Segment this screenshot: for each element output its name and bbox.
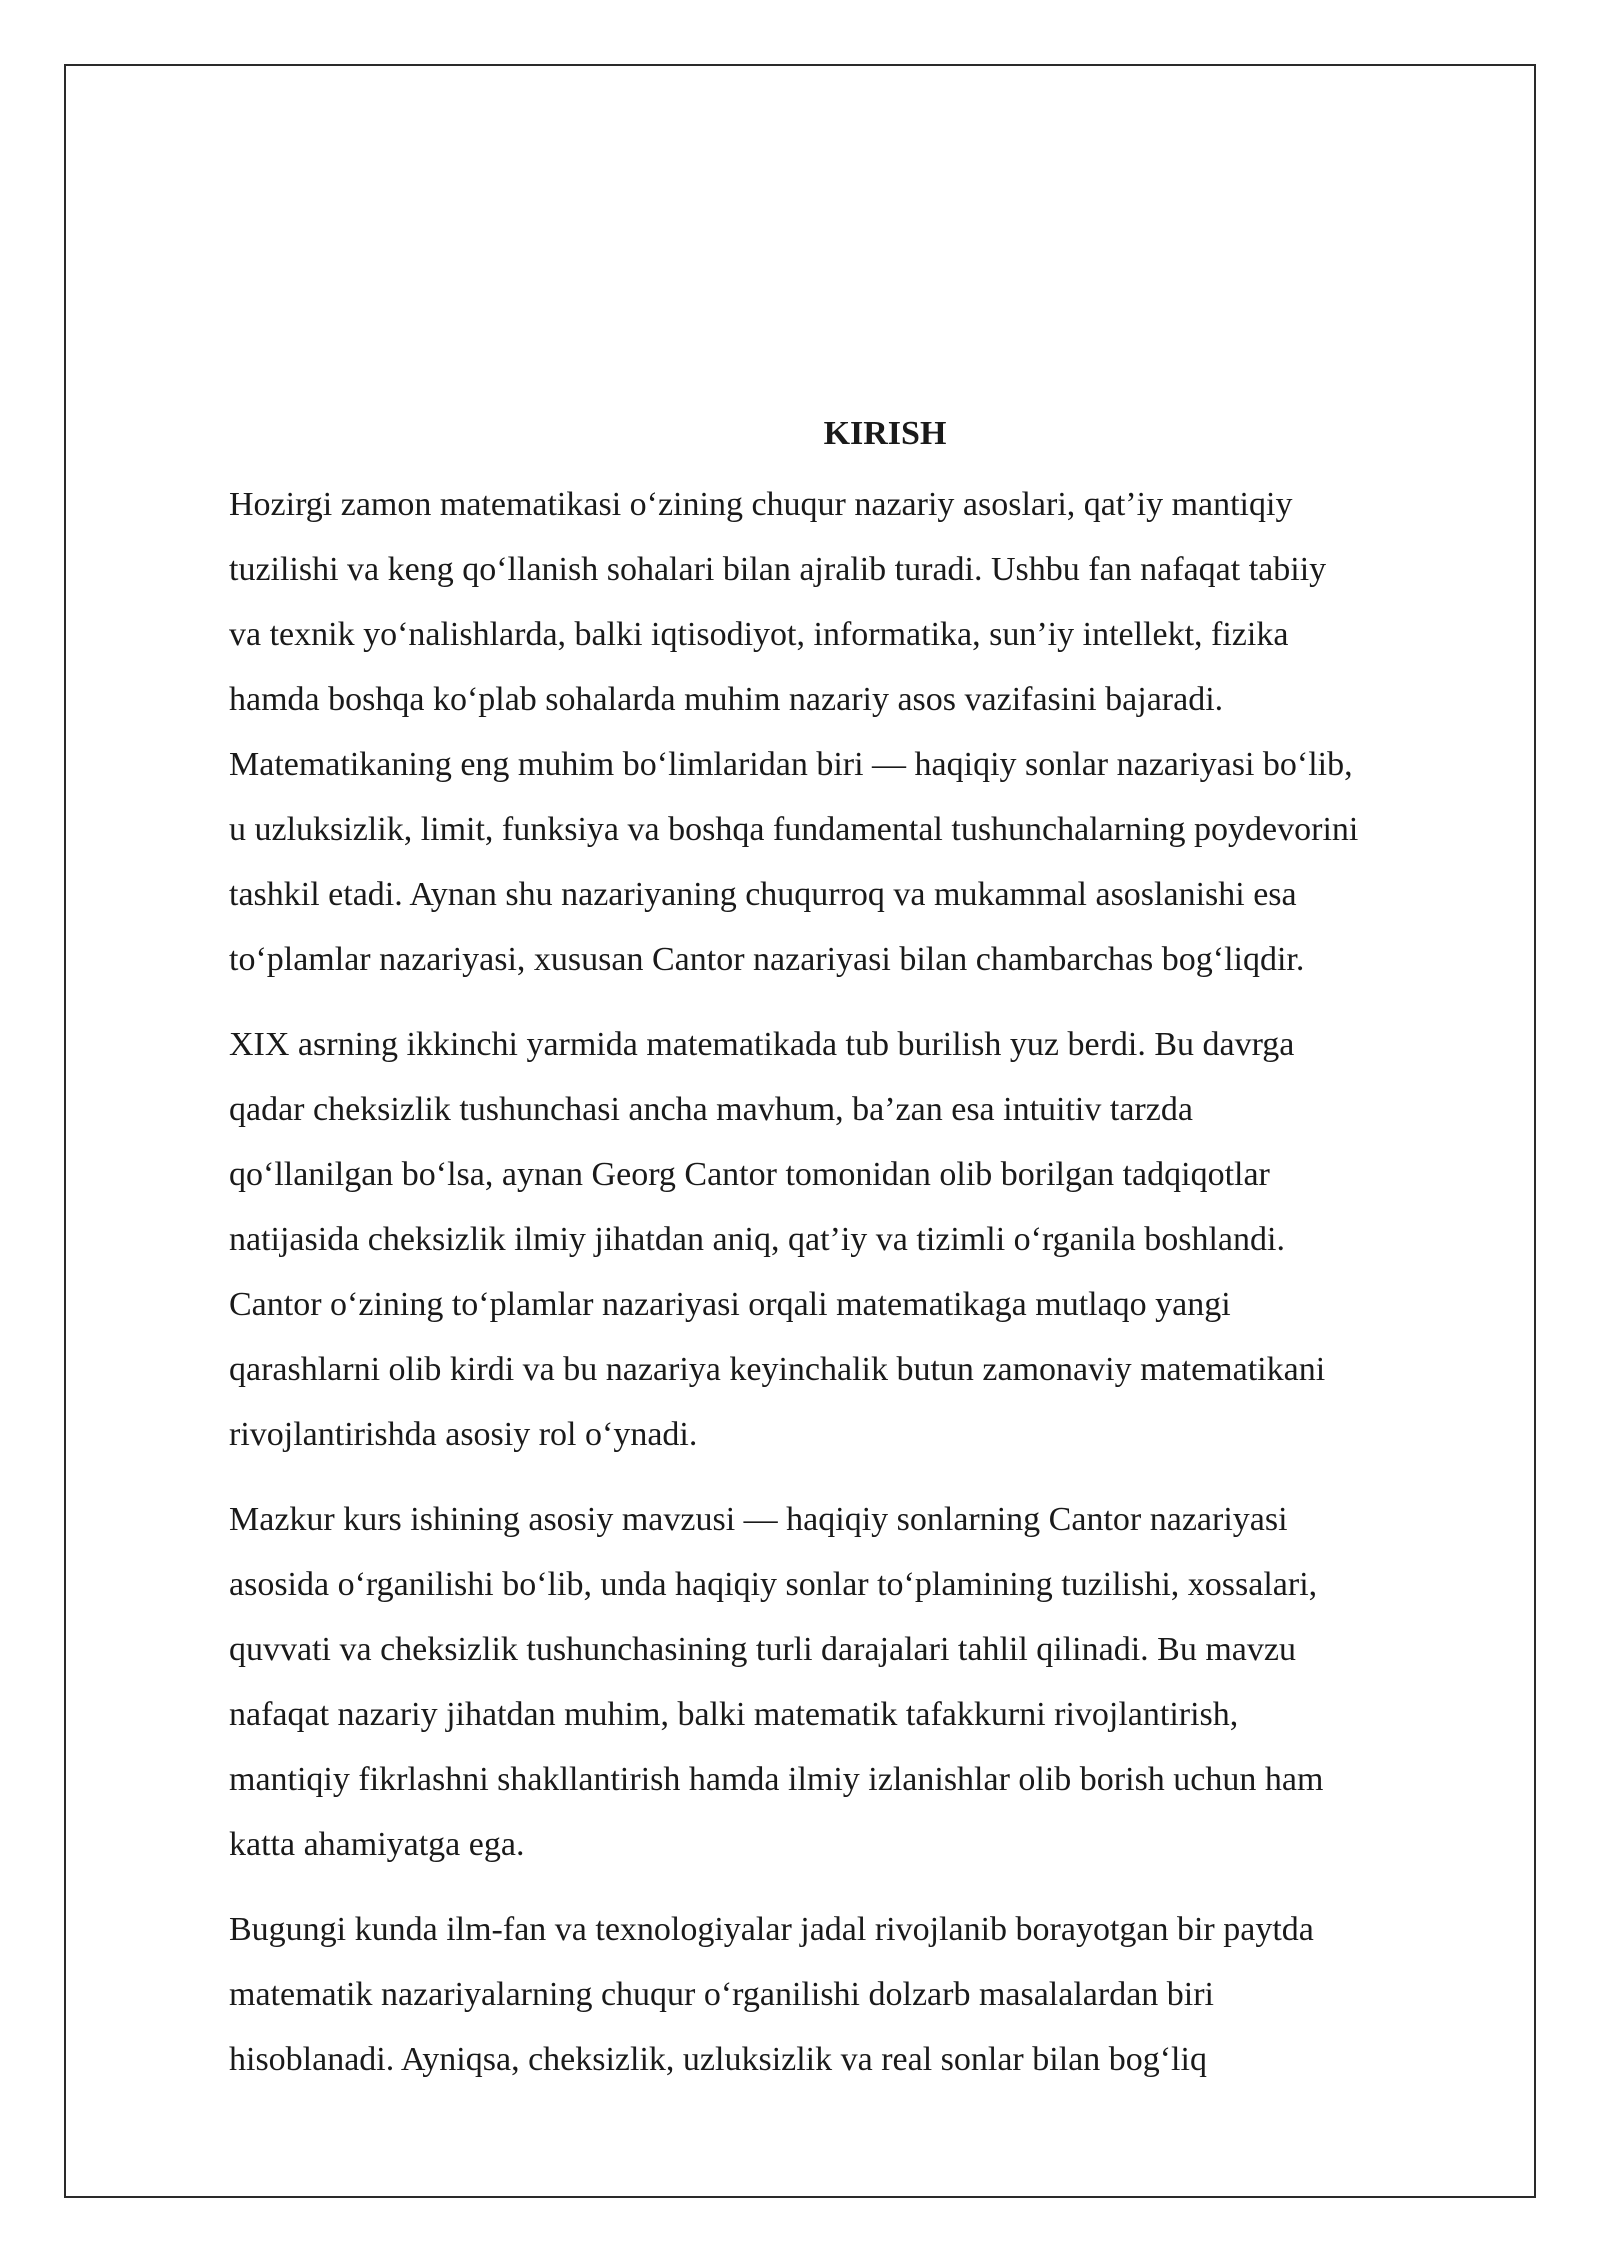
text-line: natijasida cheksizlik ilmiy jihatdan aniq, qat’iy va tizimli o‘rganila boshlandi.: [229, 1221, 1285, 1258]
text-line: Mazkur kurs ishining asosiy mavzusi — haqiqiy sonlarning Cantor nazariyasi: [229, 1501, 1288, 1538]
text-line: Matematikaning eng muhim bo‘limlaridan biri — haqiqiy sonlar nazariyasi bo‘lib,: [229, 746, 1353, 783]
text-line: tashkil etadi. Aynan shu nazariyaning chuqurroq va mukammal asoslanishi esa: [229, 876, 1297, 913]
document-body: [229, 410, 1491, 2112]
text-line: to‘plamlar nazariyasi, xususan Cantor nazariyasi bilan chambarchas bog‘liqdir.: [229, 941, 1305, 978]
text-line: u uzluksizlik, limit, funksiya va boshqa fundamental tushunchalarning poydevorini: [229, 811, 1359, 848]
paragraph-4: [229, 1897, 1491, 2092]
text-line: qarashlarni olib kirdi va bu nazariya keyinchalik butun zamonaviy matematikani: [229, 1351, 1326, 1388]
text-line: hisoblanadi. Ayniqsa, cheksizlik, uzluksizlik va real sonlar bilan bog‘liq: [229, 2041, 1207, 2078]
text-line: tuzilishi va keng qo‘llanish sohalari bilan ajralib turadi. Ushbu fan nafaqat tabiiy: [229, 551, 1327, 588]
text-line: XIX asrning ikkinchi yarmida matematikada tub burilish yuz berdi. Bu davrga: [229, 1026, 1295, 1063]
section-title: KIRISH: [823, 415, 947, 452]
text-line: asosida o‘rganilishi bo‘lib, unda haqiqiy sonlar to‘plamining tuzilishi, xossalari,: [229, 1566, 1318, 1603]
paragraph-2: [229, 1012, 1491, 1467]
text-line: nafaqat nazariy jihatdan muhim, balki matematik tafakkurni rivojlantirish,: [229, 1696, 1239, 1733]
text-line: va texnik yo‘nalishlarda, balki iqtisodiyot, informatika, sun’iy intellekt, fizika: [229, 616, 1289, 653]
paragraph-3: [229, 1487, 1491, 1877]
text-line: katta ahamiyatga ega.: [229, 1826, 525, 1863]
text-line: Cantor o‘zining to‘plamlar nazariyasi orqali matematikaga mutlaqo yangi: [229, 1286, 1231, 1323]
text-line: hamda boshqa ko‘plab sohalarda muhim nazariy asos vazifasini bajaradi.: [229, 681, 1224, 718]
text-line: Bugungi kunda ilm-fan va texnologiyalar jadal rivojlanib borayotgan bir paytda: [229, 1911, 1314, 1948]
text-line: qo‘llanilgan bo‘lsa, aynan Georg Cantor tomonidan olib borilgan tadqiqotlar: [229, 1156, 1270, 1193]
text-line: mantiqiy fikrlashni shakllantirish hamda ilmiy izlanishlar olib borish uchun ham: [229, 1761, 1324, 1798]
text-line: Hozirgi zamon matematikasi o‘zining chuqur nazariy asoslari, qat’iy mantiqiy: [229, 486, 1293, 523]
text-line: qadar cheksizlik tushunchasi ancha mavhum, ba’zan esa intuitiv tarzda: [229, 1091, 1193, 1128]
paragraph-1: [229, 472, 1491, 992]
text-line: quvvati va cheksizlik tushunchasining turli darajalari tahlil qilinadi. Bu mavzu: [229, 1631, 1296, 1668]
text-line: rivojlantirishda asosiy rol o‘ynadi.: [229, 1416, 698, 1453]
text-line: matematik nazariyalarning chuqur o‘rganilishi dolzarb masalalardan biri: [229, 1976, 1215, 2013]
